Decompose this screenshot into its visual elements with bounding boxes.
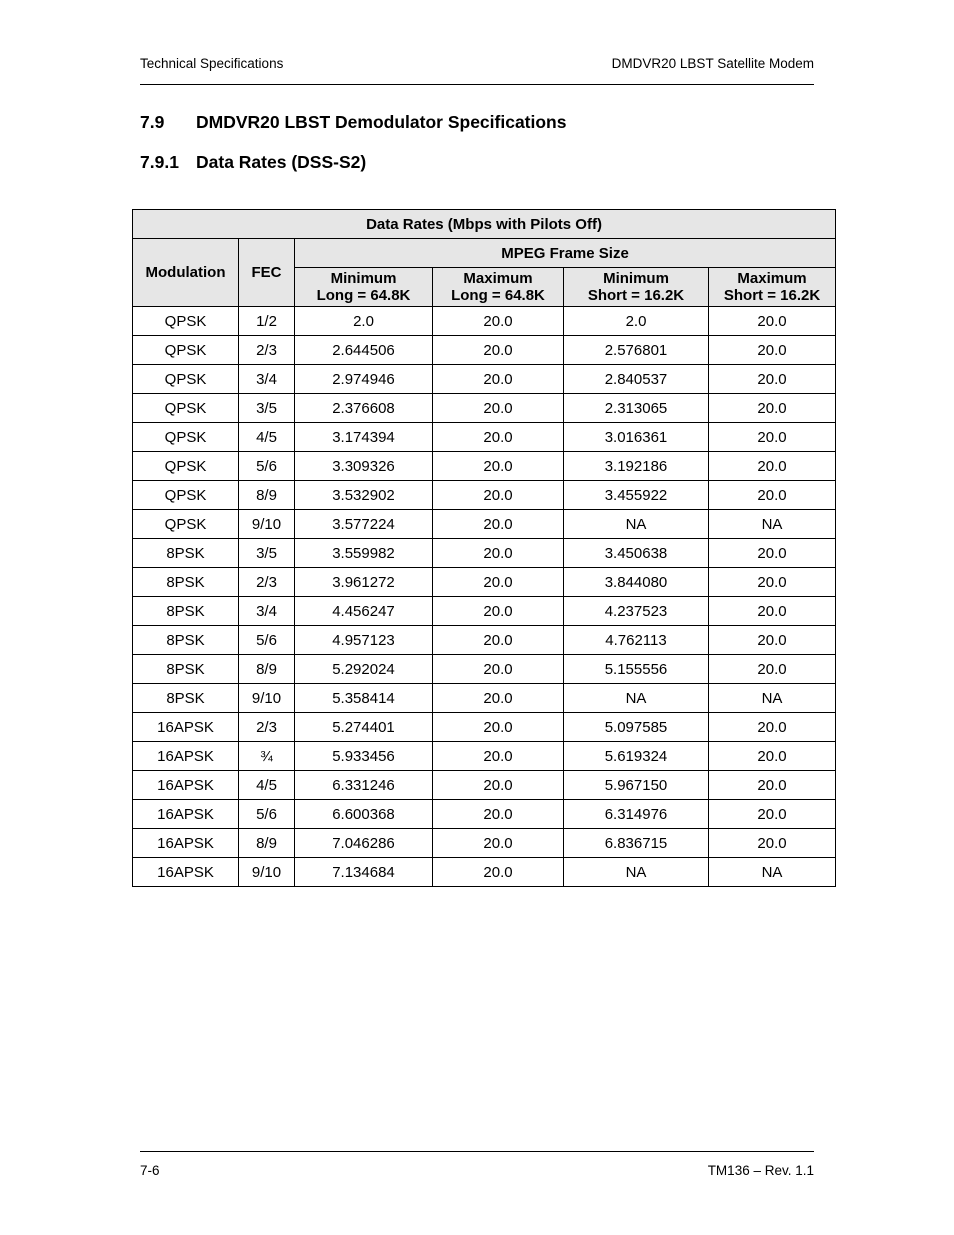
cell-max-short: 20.0 (709, 539, 836, 568)
cell-max-short: 20.0 (709, 452, 836, 481)
cell-max-short: 20.0 (709, 336, 836, 365)
cell-fec: 8/9 (239, 829, 295, 858)
cell-max-long: 20.0 (433, 655, 564, 684)
cell-max-long: 20.0 (433, 626, 564, 655)
cell-max-short: 20.0 (709, 655, 836, 684)
cell-fec: 5/6 (239, 626, 295, 655)
cell-modulation: 16APSK (133, 829, 239, 858)
cell-modulation: 8PSK (133, 684, 239, 713)
cell-max-long: 20.0 (433, 539, 564, 568)
column-header-fec: FEC (239, 239, 295, 307)
document-revision: TM136 – Rev. 1.1 (707, 1163, 814, 1178)
cell-min-long: 3.174394 (295, 423, 433, 452)
cell-modulation: QPSK (133, 452, 239, 481)
cell-fec: 5/6 (239, 800, 295, 829)
cell-min-short: 4.237523 (564, 597, 709, 626)
cell-modulation: QPSK (133, 394, 239, 423)
cell-min-short: 5.619324 (564, 742, 709, 771)
cell-max-long: 20.0 (433, 858, 564, 887)
page-number: 7-6 (140, 1163, 160, 1178)
cell-modulation: QPSK (133, 423, 239, 452)
cell-min-short: NA (564, 684, 709, 713)
table-row (133, 452, 836, 481)
cell-max-short: 20.0 (709, 742, 836, 771)
cell-min-short: 3.016361 (564, 423, 709, 452)
cell-min-long: 4.957123 (295, 626, 433, 655)
table-row (133, 510, 836, 539)
column-header-modulation: Modulation (133, 239, 239, 307)
cell-min-short: 6.836715 (564, 829, 709, 858)
cell-max-long: 20.0 (433, 742, 564, 771)
cell-fec: 4/5 (239, 423, 295, 452)
column-header-max-long: Maximum Long = 64.8K (433, 268, 564, 307)
cell-modulation: 16APSK (133, 771, 239, 800)
cell-min-long: 7.046286 (295, 829, 433, 858)
table-row (133, 307, 836, 336)
cell-min-long: 2.376608 (295, 394, 433, 423)
cell-fec: 9/10 (239, 510, 295, 539)
table-row (133, 481, 836, 510)
cell-modulation: 16APSK (133, 858, 239, 887)
data-rates-table (132, 209, 836, 887)
cell-fec: 2/3 (239, 713, 295, 742)
cell-fec: 8/9 (239, 481, 295, 510)
cell-modulation: QPSK (133, 307, 239, 336)
cell-min-short: 3.192186 (564, 452, 709, 481)
cell-max-long: 20.0 (433, 568, 564, 597)
cell-min-long: 4.456247 (295, 597, 433, 626)
subsection-number: 7.9.1 (140, 152, 179, 172)
table-row (133, 713, 836, 742)
cell-max-short: NA (709, 510, 836, 539)
column-header-min-short: Minimum Short = 16.2K (564, 268, 709, 307)
cell-max-long: 20.0 (433, 771, 564, 800)
cell-min-short: 5.967150 (564, 771, 709, 800)
cell-max-long: 20.0 (433, 597, 564, 626)
cell-max-long: 20.0 (433, 684, 564, 713)
cell-min-long: 5.292024 (295, 655, 433, 684)
cell-fec: 5/6 (239, 452, 295, 481)
group-header-mpeg-frame-size: MPEG Frame Size (295, 239, 836, 268)
page-header (140, 56, 814, 85)
cell-min-long: 6.600368 (295, 800, 433, 829)
subsection-heading (140, 152, 366, 173)
cell-max-short: NA (709, 684, 836, 713)
cell-modulation: 8PSK (133, 568, 239, 597)
section-title: DMDVR20 LBST Demodulator Specifications (196, 112, 567, 132)
cell-max-short: 20.0 (709, 829, 836, 858)
cell-max-short: 20.0 (709, 568, 836, 597)
cell-fec: ¾ (239, 742, 295, 771)
cell-max-short: 20.0 (709, 626, 836, 655)
section-number: 7.9 (140, 112, 165, 132)
table-row (133, 568, 836, 597)
cell-min-short: 4.762113 (564, 626, 709, 655)
cell-fec: 3/4 (239, 597, 295, 626)
table-row (133, 394, 836, 423)
cell-fec: 2/3 (239, 568, 295, 597)
cell-fec: 3/4 (239, 365, 295, 394)
cell-max-long: 20.0 (433, 829, 564, 858)
cell-min-long: 3.532902 (295, 481, 433, 510)
table-row (133, 771, 836, 800)
subsection-title: Data Rates (DSS-S2) (196, 152, 367, 172)
cell-max-long: 20.0 (433, 336, 564, 365)
cell-min-short: 2.313065 (564, 394, 709, 423)
cell-max-long: 20.0 (433, 423, 564, 452)
table-row (133, 336, 836, 365)
cell-min-short: 6.314976 (564, 800, 709, 829)
cell-max-short: 20.0 (709, 597, 836, 626)
cell-modulation: QPSK (133, 510, 239, 539)
cell-min-short: 2.0 (564, 307, 709, 336)
table-row (133, 742, 836, 771)
cell-min-long: 3.961272 (295, 568, 433, 597)
cell-modulation: QPSK (133, 336, 239, 365)
cell-min-long: 2.974946 (295, 365, 433, 394)
table-row (133, 626, 836, 655)
cell-modulation: 8PSK (133, 597, 239, 626)
cell-fec: 3/5 (239, 394, 295, 423)
table-row (133, 365, 836, 394)
cell-modulation: 8PSK (133, 626, 239, 655)
cell-modulation: QPSK (133, 365, 239, 394)
table-row (133, 597, 836, 626)
cell-fec: 2/3 (239, 336, 295, 365)
cell-max-short: 20.0 (709, 713, 836, 742)
table-caption: Data Rates (Mbps with Pilots Off) (133, 210, 836, 239)
cell-max-long: 20.0 (433, 481, 564, 510)
cell-modulation: 8PSK (133, 539, 239, 568)
column-header-min-long: Minimum Long = 64.8K (295, 268, 433, 307)
cell-max-long: 20.0 (433, 713, 564, 742)
cell-min-long: 3.559982 (295, 539, 433, 568)
cell-modulation: QPSK (133, 481, 239, 510)
cell-min-long: 6.331246 (295, 771, 433, 800)
cell-min-long: 2.0 (295, 307, 433, 336)
cell-fec: 9/10 (239, 684, 295, 713)
cell-max-long: 20.0 (433, 452, 564, 481)
cell-max-long: 20.0 (433, 394, 564, 423)
cell-min-short: 3.844080 (564, 568, 709, 597)
cell-fec: 8/9 (239, 655, 295, 684)
table-row (133, 423, 836, 452)
table-row (133, 858, 836, 887)
cell-min-long: 3.577224 (295, 510, 433, 539)
cell-modulation: 16APSK (133, 742, 239, 771)
cell-max-long: 20.0 (433, 307, 564, 336)
cell-max-long: 20.0 (433, 365, 564, 394)
cell-modulation: 16APSK (133, 800, 239, 829)
cell-min-short: 2.576801 (564, 336, 709, 365)
page-footer (140, 1151, 814, 1182)
section-heading (140, 112, 566, 133)
cell-min-short: 5.097585 (564, 713, 709, 742)
table-row (133, 539, 836, 568)
cell-min-long: 3.309326 (295, 452, 433, 481)
cell-max-short: NA (709, 858, 836, 887)
cell-modulation: 16APSK (133, 713, 239, 742)
cell-min-short: 5.155556 (564, 655, 709, 684)
table-body (133, 307, 836, 887)
cell-fec: 4/5 (239, 771, 295, 800)
column-header-max-short: Maximum Short = 16.2K (709, 268, 836, 307)
cell-modulation: 8PSK (133, 655, 239, 684)
cell-min-short: NA (564, 510, 709, 539)
cell-max-short: 20.0 (709, 771, 836, 800)
cell-fec: 3/5 (239, 539, 295, 568)
cell-min-short: 3.450638 (564, 539, 709, 568)
cell-min-short: NA (564, 858, 709, 887)
cell-min-long: 2.644506 (295, 336, 433, 365)
cell-max-long: 20.0 (433, 800, 564, 829)
cell-min-short: 2.840537 (564, 365, 709, 394)
cell-max-short: 20.0 (709, 423, 836, 452)
table-row (133, 800, 836, 829)
table-row (133, 684, 836, 713)
cell-min-long: 5.274401 (295, 713, 433, 742)
header-left-text: Technical Specifications (140, 56, 284, 71)
cell-min-long: 5.933456 (295, 742, 433, 771)
header-right-text: DMDVR20 LBST Satellite Modem (611, 56, 814, 71)
cell-max-short: 20.0 (709, 307, 836, 336)
table-row (133, 829, 836, 858)
table-row (133, 655, 836, 684)
cell-min-long: 7.134684 (295, 858, 433, 887)
cell-max-short: 20.0 (709, 394, 836, 423)
cell-max-short: 20.0 (709, 365, 836, 394)
cell-fec: 1/2 (239, 307, 295, 336)
cell-max-short: 20.0 (709, 481, 836, 510)
cell-max-short: 20.0 (709, 800, 836, 829)
cell-min-short: 3.455922 (564, 481, 709, 510)
cell-min-long: 5.358414 (295, 684, 433, 713)
cell-max-long: 20.0 (433, 510, 564, 539)
cell-fec: 9/10 (239, 858, 295, 887)
